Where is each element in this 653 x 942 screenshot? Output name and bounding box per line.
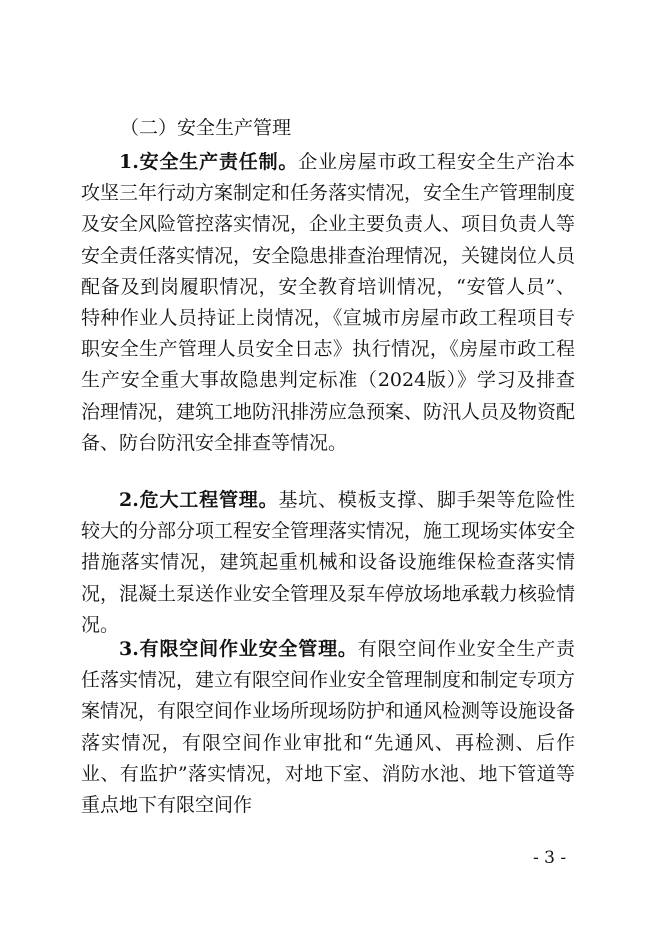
section-heading: （二）安全生产管理 xyxy=(120,117,292,139)
paragraph-body: 企业房屋市政工程安全生产治本攻坚三年行动方案制定和任务落实情况，安全生产管理制度及安全风险管控落实情况，企业主要负责人、项目负责人等安全责任落实情况，安全隐患排查治理情况，关键岗位人员配备及到岗履职情况，安全教育培训情况，“安管人员”、特种作业人员持证上岗情况，《宣城市房屋市政工程项目专职安全生产管理人员安全日志》执行情况，《房屋市政工程生产安全重大事故隐患判定标准（2024版）》学习及排查治理情况，建筑工地防汛排涝应急预案、防汛人员及物资配备、防台防汛安全排查等情况。 xyxy=(81,151,576,454)
paragraph-confined-space xyxy=(81,634,575,821)
page-number: - 3 - xyxy=(533,848,567,868)
paragraph-body: 有限空间作业安全生产责任落实情况，建立有限空间作业安全管理制度和制定专项方案情况，有限空间作业场所现场防护和通风检测等设施设备落实情况，有限空间作业审批和“先通风、再检测、后作业、有监护”落实情况，对地下室、消防水池、地下管道等重点地下有限空间作 xyxy=(81,638,576,817)
paragraph-safety-responsibility xyxy=(81,147,575,459)
paragraph-lead-title: 1.安全生产责任制。 xyxy=(119,151,299,173)
paragraph-hazardous-engineering xyxy=(81,485,575,641)
paragraph-lead-title: 3.有限空间作业安全管理。 xyxy=(119,638,358,660)
paragraph-lead-title: 2.危大工程管理。 xyxy=(119,489,279,511)
paragraph-body: 基坑、模板支撑、脚手架等危险性较大的分部分项工程安全管理落实情况，施工现场实体安全措施落实情况，建筑起重机械和设备设施维保检查落实情况，混凝土泵送作业安全管理及泵车停放场地承载力核验情况。 xyxy=(81,489,576,636)
